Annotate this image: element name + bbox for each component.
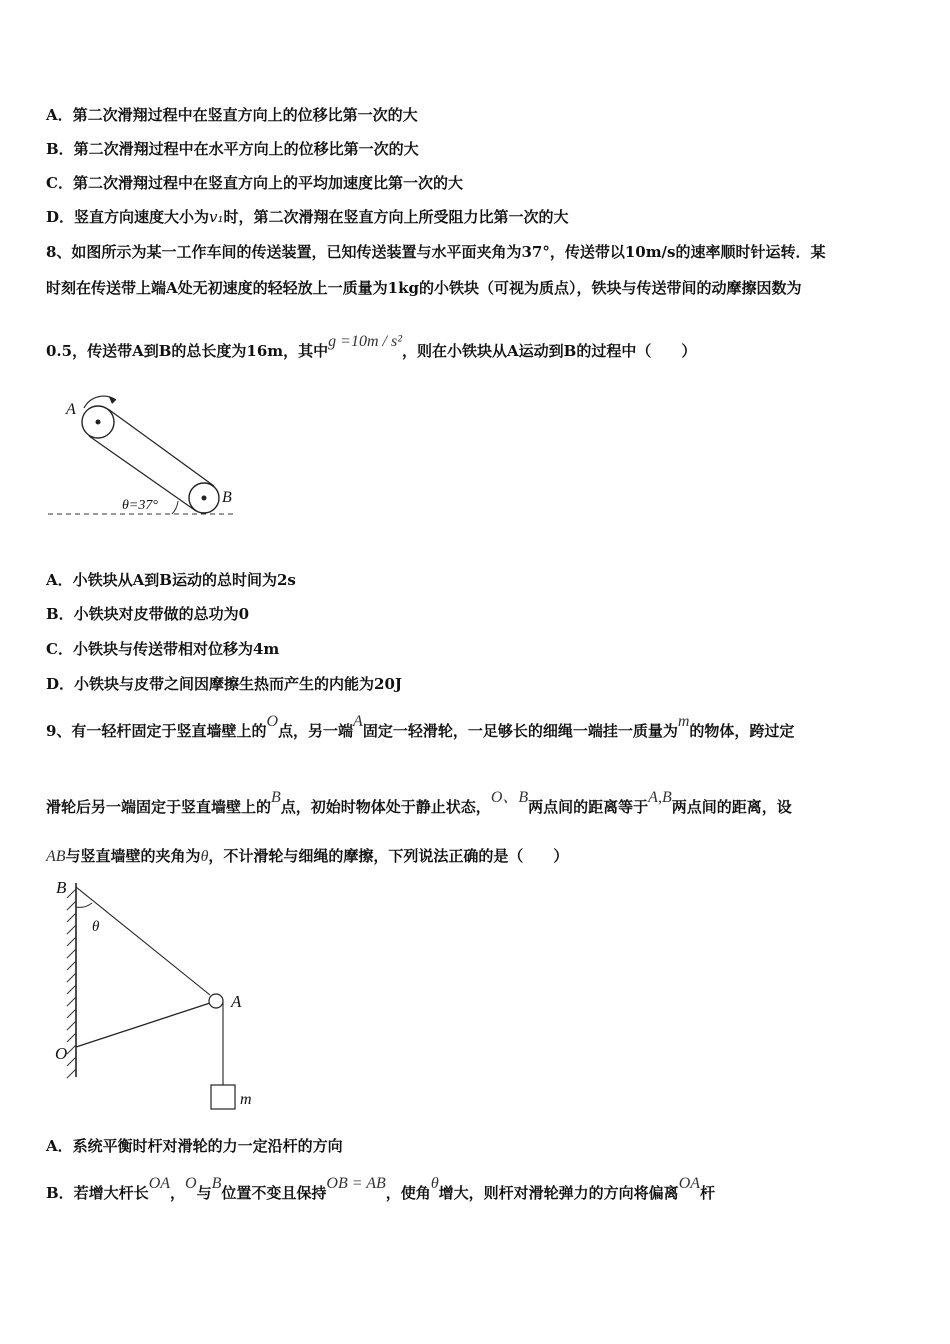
q9-text: 固定一轻滑轮，一足够长的细绳一端挂一质量为 (362, 722, 678, 740)
q9-label-o: O (55, 1044, 68, 1063)
q9-pulley-figure (50, 875, 280, 1115)
q8-stem-line-2: 时刻在传送带上端A处无初速度的轻轻放上一质量为1kg的小铁块（可视为质点），铁块与传送带间的动摩擦因数为 (46, 279, 802, 297)
q9-text: 点，初始时物体处于静止状态， (280, 798, 491, 816)
q9-label-m: m (240, 1091, 252, 1108)
q9-b-var-b: B (211, 1175, 222, 1192)
q9-stem-line-2 (46, 789, 792, 817)
q9-text: 滑轮后另一端固定于竖直墙壁上的 (46, 798, 272, 816)
q9-var-o: O (266, 713, 279, 730)
q7-option-a: A．第二次滑翔过程中在竖直方向上的位移比第一次的大 (46, 106, 418, 124)
q7-option-d-text-1: D．竖直方向速度大小为 (46, 208, 210, 226)
q8-option-a: A．小铁块从A到B运动的总时间为2s (46, 571, 296, 589)
q9-text: 9、有一轻杆固定于竖直墙壁上的 (46, 722, 267, 740)
q8-conveyor-figure (44, 390, 244, 525)
q7-option-b: B．第二次滑翔过程中在水平方向上的位移比第一次的大 (46, 140, 419, 158)
q7-option-d-var: v₁ (209, 208, 224, 226)
q9-text: 的物体，跨过定 (689, 722, 795, 740)
q9-option-a: A．系统平衡时杆对滑轮的力一定沿杆的方向 (46, 1137, 343, 1155)
q9-var-theta: θ (200, 848, 209, 865)
q9-b-text: 杆 (700, 1184, 716, 1202)
q7-option-d (46, 206, 569, 227)
q9-stem-line-3 (46, 845, 568, 866)
q9-b-text: B．若增大杆长 (46, 1184, 149, 1202)
q9-label-theta: θ (92, 919, 100, 935)
q8-option-c: C．小铁块与传送带相对位移为4m (46, 640, 280, 658)
q9-label-a: A (231, 992, 242, 1011)
q8-label-b: B (222, 489, 232, 506)
q8-stem-text-2: ，则在小铁块从A运动到B的过程中（ ） (402, 342, 697, 360)
q8-stem-text-1: 0.5，传送带A到B的总长度为16m，其中 (46, 342, 329, 360)
q8-stem-line-3 (46, 333, 697, 361)
q9-text: 与竖直墙壁的夹角为 (65, 847, 201, 865)
q9-var-m: m (677, 713, 690, 730)
q8-label-a: A (66, 401, 76, 418)
q9-option-b (46, 1175, 716, 1203)
q9-b-var-oa: OA (148, 1175, 171, 1192)
q9-b-text: ， (170, 1184, 186, 1202)
q9-b-var-oa: OA (678, 1175, 701, 1192)
q9-label-b: B (56, 878, 67, 897)
q9-text: ，不计滑轮与细绳的摩擦，下列说法正确的是（ ） (208, 847, 569, 865)
q7-option-d-text-2: 时，第二次滑翔在竖直方向上所受阻力比第一次的大 (223, 208, 569, 226)
q9-var-a: A (353, 713, 363, 730)
q8-stem-line-1: 8、如图所示为某一工作车间的传送装置，已知传送装置与水平面夹角为37°，传送带以10m/s的速率顺时针运转．某 (46, 243, 826, 261)
q9-b-equation: OB = AB (326, 1175, 386, 1192)
q9-text: 点，另一端 (278, 722, 354, 740)
q9-b-var-theta: θ (430, 1175, 439, 1192)
q8-angle-label: θ=37° (122, 498, 158, 513)
q9-b-text: ，使角 (385, 1184, 431, 1202)
q9-b-text: 增大，则杆对滑轮弹力的方向将偏离 (438, 1184, 679, 1202)
q9-text: 两点间的距离等于 (528, 798, 649, 816)
q8-option-d: D．小铁块与皮带之间因摩擦生热而产生的内能为20J (46, 675, 402, 693)
q9-text: 两点间的距离，设 (671, 798, 792, 816)
q9-b-text: 位置不变且保持 (221, 1184, 327, 1202)
q9-b-var-o: O (185, 1175, 197, 1192)
q9-var-ab-segment: AB (46, 848, 66, 865)
q8-option-b: B．小铁块对皮带做的总功为0 (46, 605, 250, 623)
q9-var-ab: A,B (648, 789, 672, 806)
q7-option-c: C．第二次滑翔过程中在竖直方向上的平均加速度比第一次的大 (46, 174, 463, 192)
q9-var-b: B (271, 789, 281, 806)
q8-formula: g =10m / s² (328, 333, 402, 350)
q9-var-ob: O、B (490, 789, 529, 806)
q9-stem-line-1 (46, 713, 795, 741)
q9-b-text: 与 (196, 1184, 212, 1202)
